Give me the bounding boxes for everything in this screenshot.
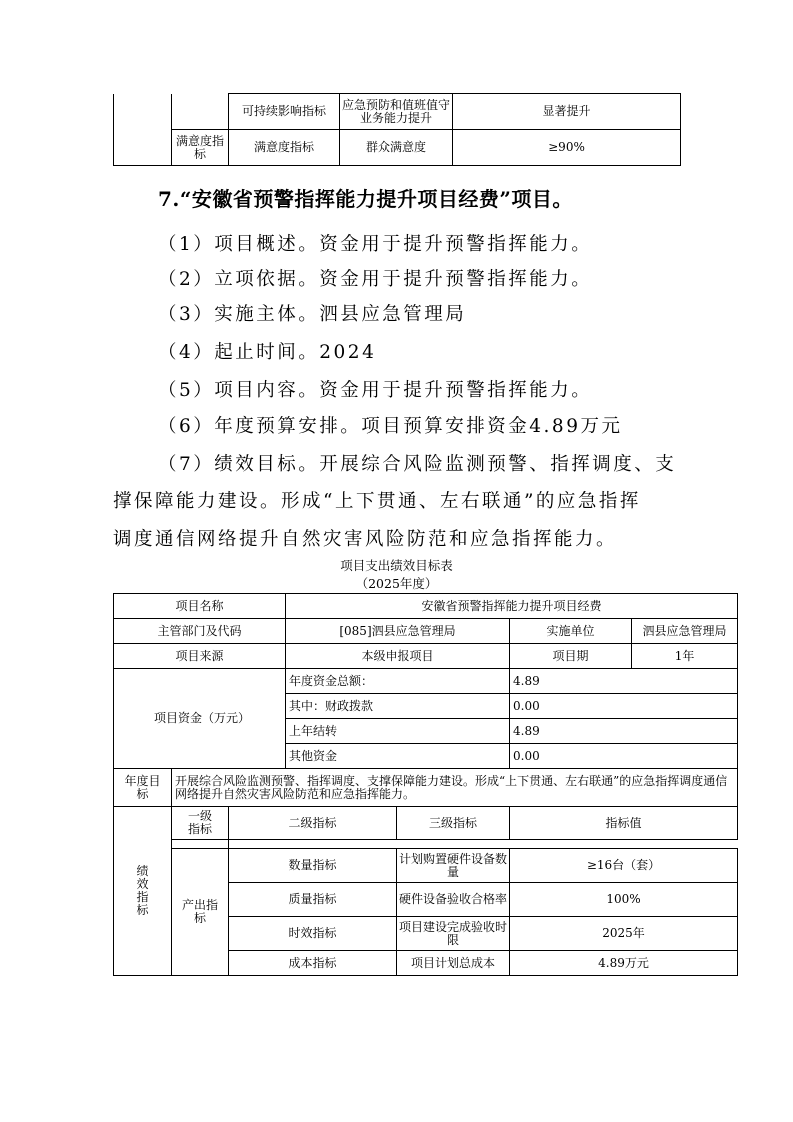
quantity-value: ≥16台（套） xyxy=(510,849,738,883)
sustain-level3: 应急预防和值班值守业务能力提升 xyxy=(340,94,453,130)
annual-goal-text: 开展综合风险监测预警、指挥调度、支撑保障能力建设。形成“上下贯通、左右联通”的应急指挥调度通信网络提升自然灾害风险防范和应急指挥能力。 xyxy=(172,769,738,807)
funds-total-label: 年度资金总额： xyxy=(286,669,510,694)
annual-goal-label: 年度目标 xyxy=(114,769,172,807)
funds-other-label: 其他资金 xyxy=(286,744,510,769)
level1-spacer xyxy=(172,840,229,849)
item-goal-line3: 调度通信网络提升自然灾害风险防范和应急指挥能力。 xyxy=(113,529,618,550)
quantity-level2: 数量指标 xyxy=(229,849,397,883)
item-period: （4）起止时间。2024 xyxy=(158,342,377,363)
project-name-label: 项目名称 xyxy=(114,594,286,619)
funds-carryover-label: 上年结转 xyxy=(286,719,510,744)
timeliness-level3: 项目建设完成验收时限 xyxy=(397,917,510,951)
timeliness-value: 2025年 xyxy=(510,917,738,951)
header-gap xyxy=(229,840,738,849)
item-content: （5）项目内容。资金用于提升预警指挥能力。 xyxy=(158,380,593,401)
funds-total-value: 4.89 xyxy=(510,669,738,694)
quantity-level3: 计划购置硬件设备数量 xyxy=(397,849,510,883)
period-label: 项目期 xyxy=(510,644,632,669)
perf-indicator-label: 绩效指标 xyxy=(114,807,172,976)
table-subtitle: （2025年度） xyxy=(355,576,438,591)
perf-indicator-cell-continued xyxy=(114,94,172,166)
quality-level2: 质量指标 xyxy=(229,883,397,917)
sustain-level2: 可持续影响指标 xyxy=(229,94,340,130)
source-value: 本级申报项目 xyxy=(286,644,510,669)
quality-level3: 硬件设备验收合格率 xyxy=(397,883,510,917)
funds-label: 项目资金（万元） xyxy=(114,669,286,769)
dept-label: 主管部门及代码 xyxy=(114,619,286,644)
output-indicator-label: 产出指标 xyxy=(172,849,229,976)
item-budget: （6）年度预算安排。项目预算安排资金4.89万元 xyxy=(158,416,623,437)
top-indicator-table xyxy=(113,93,681,166)
satisfaction-level3: 群众满意度 xyxy=(340,130,453,166)
section-heading: 7.“安徽省预警指挥能力提升项目经费”项目。 xyxy=(158,187,573,211)
source-label: 项目来源 xyxy=(114,644,286,669)
funds-other-value: 0.00 xyxy=(510,744,738,769)
header-level1: 一级指标 xyxy=(172,807,229,840)
period-value: 1年 xyxy=(632,644,738,669)
header-value: 指标值 xyxy=(510,807,738,840)
timeliness-level2: 时效指标 xyxy=(229,917,397,951)
funds-carryover-value: 4.89 xyxy=(510,719,738,744)
dept-value: [085]泗县应急管理局 xyxy=(286,619,510,644)
impl-value: 泗县应急管理局 xyxy=(632,619,738,644)
satisfaction-value: ≥90% xyxy=(453,130,681,166)
sustain-value: 显著提升 xyxy=(453,94,681,130)
impl-label: 实施单位 xyxy=(510,619,632,644)
item-basis: （2）立项依据。资金用于提升预警指挥能力。 xyxy=(158,269,593,290)
funds-fiscal-label: 其中：财政拨款 xyxy=(286,694,510,719)
funds-fiscal-value: 0.00 xyxy=(510,694,738,719)
cost-value: 4.89万元 xyxy=(510,951,738,976)
table-title: 项目支出绩效目标表 xyxy=(340,558,453,573)
cost-level2: 成本指标 xyxy=(229,951,397,976)
header-level2: 二级指标 xyxy=(229,807,397,840)
quality-value: 100% xyxy=(510,883,738,917)
satisfaction-level1: 满意度指标 xyxy=(172,130,229,166)
level1-cell-continued xyxy=(172,94,229,130)
cost-level3: 项目计划总成本 xyxy=(397,951,510,976)
item-subject: （3）实施主体。泗县应急管理局 xyxy=(158,304,467,325)
project-name: 安徽省预警指挥能力提升项目经费 xyxy=(286,594,738,619)
item-goal-line1: （7）绩效目标。开展综合风险监测预警、指挥调度、支 xyxy=(158,454,677,475)
satisfaction-level2: 满意度指标 xyxy=(229,130,340,166)
header-level3: 三级指标 xyxy=(397,807,510,840)
item-overview: （1）项目概述。资金用于提升预警指挥能力。 xyxy=(158,234,593,255)
performance-table xyxy=(113,593,738,976)
item-goal-line2: 撑保障能力建设。形成“上下贯通、左右联通”的应急指挥 xyxy=(113,491,641,512)
